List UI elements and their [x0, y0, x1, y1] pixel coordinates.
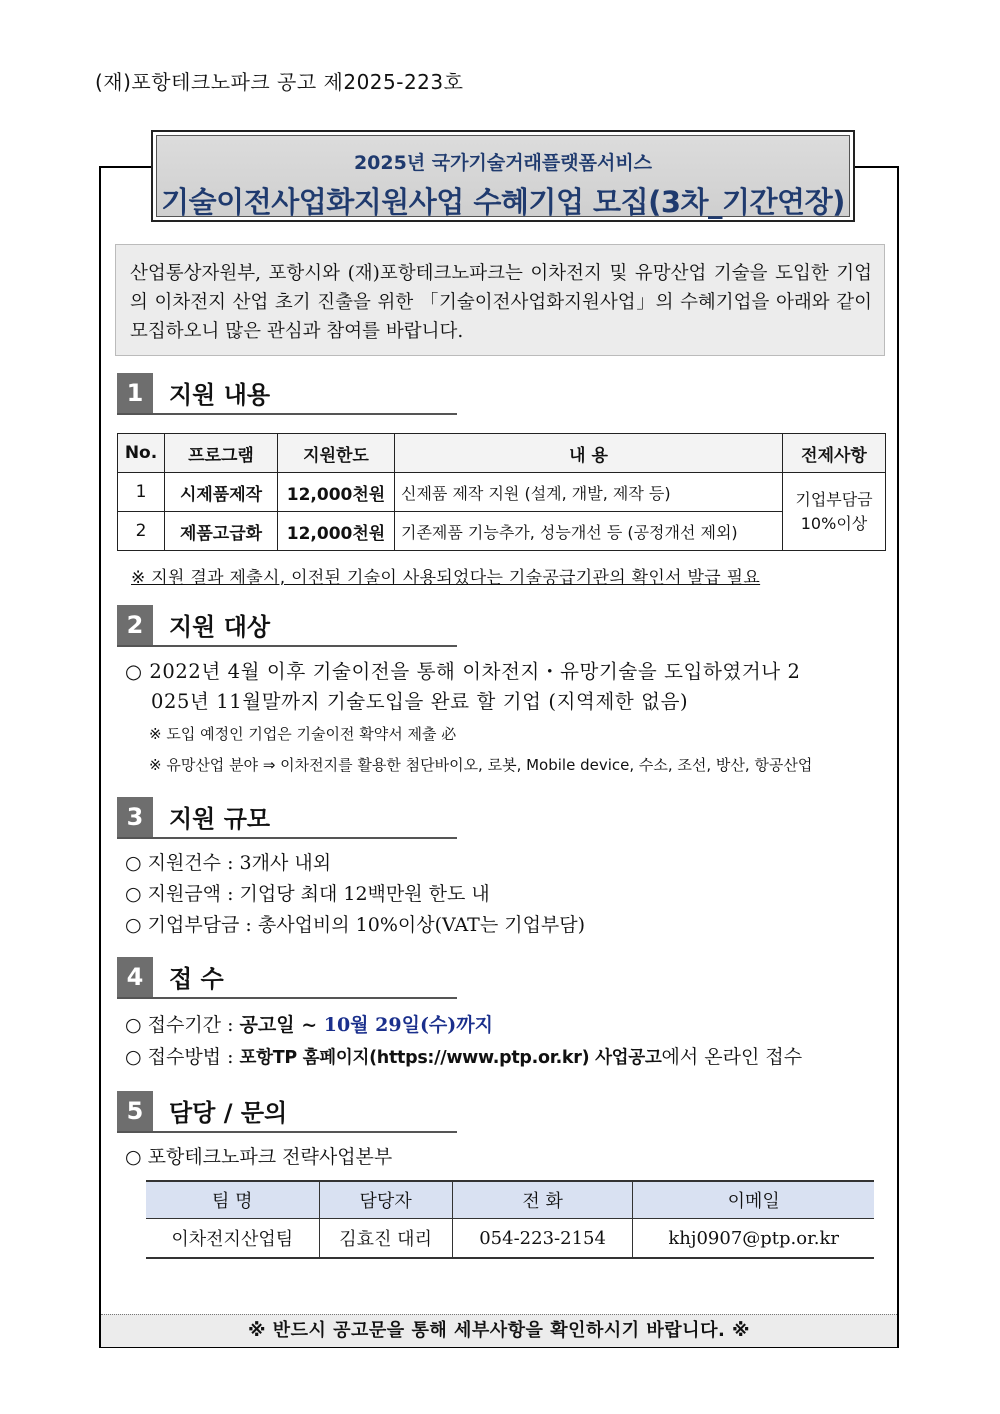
method-site: 포항TP 홈페이지(https://www.ptp.or.kr) 사업공고: [239, 1048, 662, 1068]
section-heading-4: [117, 957, 457, 999]
col-header-program: 프로그램: [165, 434, 278, 473]
col-header-email: 이메일: [633, 1181, 874, 1219]
support-table: [117, 433, 886, 551]
period-tilde: ~: [294, 1014, 324, 1036]
section-title: 담당 / 문의: [169, 1099, 288, 1127]
cell-email[interactable]: khj0907@ptp.or.kr: [633, 1219, 874, 1259]
method-rest: 에서 온라인 접수: [661, 1046, 803, 1068]
section-number: 5: [117, 1091, 153, 1131]
cell-program: 시제품제작: [165, 473, 278, 512]
section-heading-1: [117, 373, 457, 415]
intro-paragraph: 산업통상자원부, 포항시와 (재)포항테크노파크는 이차전지 및 유망산업 기술을 도입한 기업의 이차전지 산업 초기 진출을 위한 「기술이전사업화지원사업」의 수혜기업을 아래와 같이 모집하오니 많은 관심과 참여를 바랍니다.: [115, 244, 885, 356]
section-title: 접 수: [169, 965, 224, 993]
title-box: [151, 130, 855, 222]
section-number: 2: [117, 605, 153, 645]
method-label: ○ 접수방법 :: [125, 1046, 240, 1068]
precondition-line: 10%이상: [800, 513, 868, 533]
support-note: ※ 지원 결과 제출시, 이전된 기술이 사용되었다는 기술공급기관의 확인서 발급 필요: [131, 568, 761, 588]
reception-period: [125, 1010, 493, 1037]
cell-content: 신제품 제작 지원 (설계, 개발, 제작 등): [395, 473, 783, 512]
cell-person: 김효진 대리: [319, 1219, 452, 1259]
precondition-line: 기업부담금: [795, 489, 873, 509]
scale-line: ○ 지원금액 : 기업당 최대 12백만원 한도 내: [125, 883, 490, 905]
period-end: 10월 29일(수): [323, 1014, 457, 1036]
title-main: 기술이전사업화지원사업 수혜기업 모집(3차_기간연장): [161, 185, 845, 219]
period-until: 까지: [456, 1014, 493, 1036]
section-number: 1: [117, 373, 153, 413]
title-sub: 2025년 국가기술거래플랫폼서비스: [353, 152, 653, 174]
table-row: [146, 1219, 874, 1259]
col-header-precondition: 전제사항: [783, 434, 886, 473]
col-header-person: 담당자: [319, 1181, 452, 1219]
period-label: ○ 접수기간 :: [125, 1014, 240, 1036]
cell-limit: 12,000천원: [278, 512, 395, 551]
cell-precondition: [783, 473, 886, 551]
col-header-phone: 전 화: [452, 1181, 633, 1219]
table-row: [118, 512, 886, 551]
contact-table: [146, 1180, 874, 1259]
section-heading-5: [117, 1091, 457, 1133]
cell-limit: 12,000천원: [278, 473, 395, 512]
table-row: [118, 473, 886, 512]
target-note-2: ※ 유망산업 분야 ⇒ 이차전지를 활용한 첨단바이오, 로봇, Mobile device, 수소, 조선, 방산, 항공산업: [149, 756, 813, 774]
scale-line: ○ 지원건수 : 3개사 내외: [125, 852, 332, 874]
footer-note: ※ 반드시 공고문을 통해 세부사항을 확인하시기 바랍니다. ※: [101, 1314, 897, 1347]
section-heading-2: [117, 605, 457, 647]
section-heading-3: [117, 797, 457, 839]
cell-phone: 054-223-2154: [452, 1219, 633, 1259]
section-title: 지원 규모: [169, 805, 271, 833]
period-start: 공고일: [239, 1014, 295, 1036]
target-line-2: 025년 11월말까지 기술도입을 완료 할 기업 (지역제한 없음): [151, 690, 689, 713]
contact-org: ○ 포항테크노파크 전략사업본부: [125, 1146, 393, 1168]
col-header-limit: 지원한도: [278, 434, 395, 473]
target-note-1: ※ 도입 예정인 기업은 기술이전 확약서 제출 必: [149, 725, 457, 743]
col-header-team: 팀 명: [146, 1181, 319, 1219]
section-number: 4: [117, 957, 153, 997]
notice-number: (재)포항테크노파크 공고 제2025-223호: [95, 70, 464, 94]
col-header-content: 내 용: [395, 434, 783, 473]
cell-no: 2: [118, 512, 165, 551]
section-title: 지원 대상: [169, 613, 271, 641]
cell-no: 1: [118, 473, 165, 512]
target-line-1: ○ 2022년 4월 이후 기술이전을 통해 이차전지・유망기술을 도입하였거나 2: [125, 660, 801, 683]
cell-content: 기존제품 기능추가, 성능개선 등 (공정개선 제외): [395, 512, 783, 551]
cell-program: 제품고급화: [165, 512, 278, 551]
col-header-no: No.: [118, 434, 165, 473]
reception-method: [125, 1042, 802, 1069]
cell-team: 이차전지산업팀: [146, 1219, 319, 1259]
section-title: 지원 내용: [169, 381, 271, 409]
section-number: 3: [117, 797, 153, 837]
scale-line: ○ 기업부담금 : 총사업비의 10%이상(VAT는 기업부담): [125, 914, 586, 936]
